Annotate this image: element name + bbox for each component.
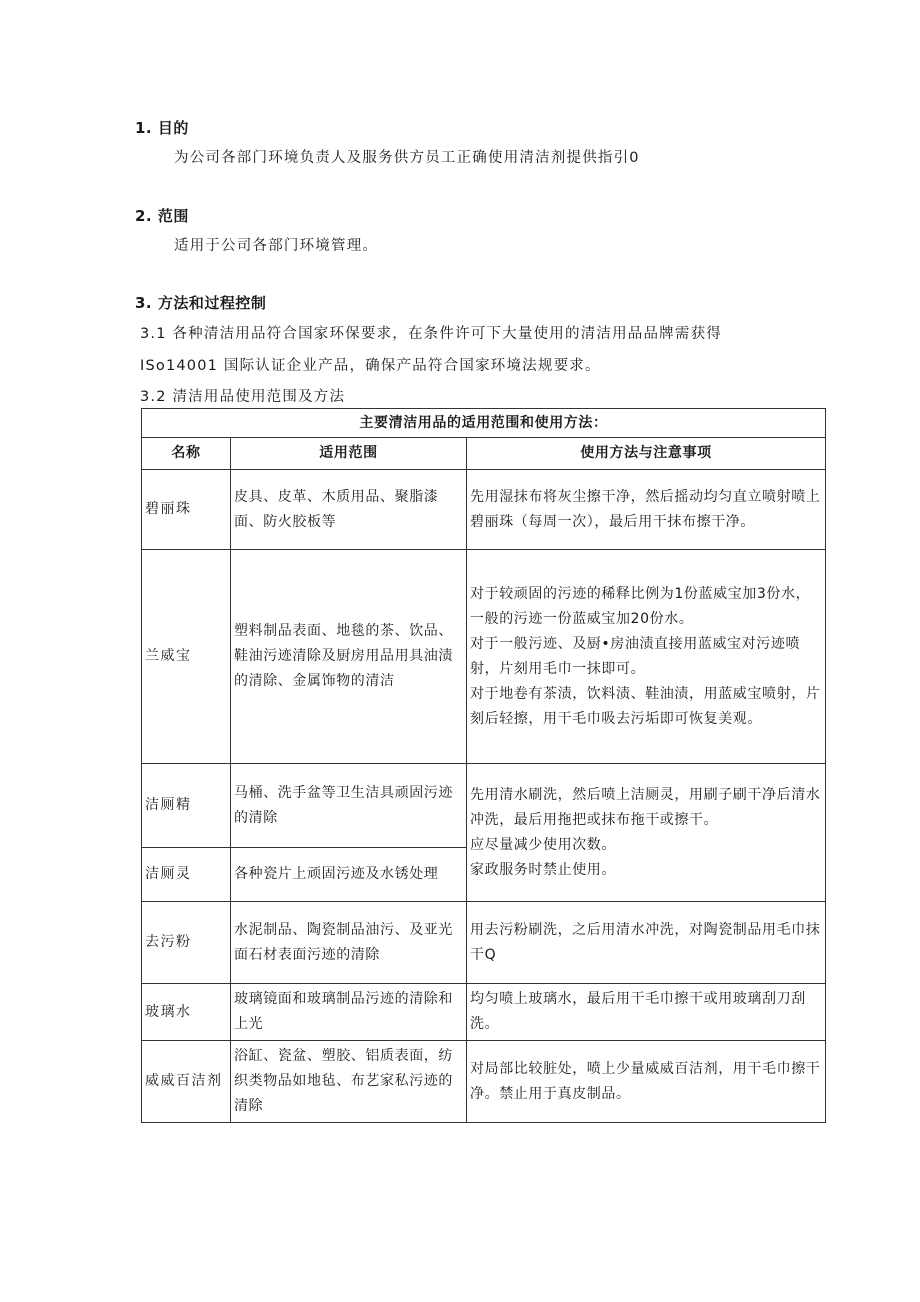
table-row [142,470,826,550]
section-scope-body: 适用于公司各部门环境管理。 [174,238,379,254]
product-usage [467,470,826,550]
product-name: 去污粉 [142,902,231,984]
product-name: 碧丽珠 [142,470,231,550]
section-purpose-title: 1. 目的 [135,119,189,137]
table-header-row [142,438,826,470]
section-method-para1-line2: ISo14001 国际认证企业产品，确保产品符合国家环境法规要求。 [140,358,601,374]
product-name: 威威百洁剂 [142,1041,231,1123]
section-method-para2: 3.2 清洁用品使用范围及方法 [140,389,346,405]
table-caption: 主要清洁用品的适用范围和使用方法： [142,409,826,438]
product-scope: 各种瓷片上顽固污迹及水锈处理 [231,848,467,902]
usage-text: 先用湿抹布将灰尘擦干净，然后摇动均匀直立喷射喷上碧丽珠（每周一次），最后用干抹布擦干净。 [470,488,821,530]
header-name: 名称 [142,438,231,470]
table-caption-row [142,409,826,438]
table-row [142,1041,826,1123]
product-scope: 水泥制品、陶瓷制品油污、及亚光面石材表面污迹的清除 [231,902,467,984]
usage-text: 先用清水刷洗，然后喷上洁厕灵，用刷子刷干净后清水冲洗，最后用拖把或抹布拖干或擦干。 [470,786,821,828]
usage-text: 用去污粉刷洗，之后用清水冲洗，对陶瓷制品用毛巾抹干Q [470,921,821,963]
usage-text: 均匀喷上玻璃水，最后用干毛巾擦干或用玻璃刮刀刮洗。 [470,991,806,1032]
product-scope: 马桶、洗手盆等卫生洁具顽固污迹的清除 [231,764,467,848]
usage-text: 应尽量减少使用次数。 [470,836,616,853]
usage-text: 对于地卷有茶渍，饮料渍、鞋油渍，用蓝威宝喷射，片刻后轻擦，用干毛巾吸去污垢即可恢复美观。 [470,685,821,727]
product-usage [467,550,826,764]
header-usage: 使用方法与注意事项 [467,438,826,470]
product-name: 玻璃水 [142,984,231,1041]
product-scope: 浴缸、瓷盆、塑胶、铝质表面，纺织类物品如地毡、布艺家私污迹的清除 [231,1041,467,1123]
cleaning-products-table [141,408,826,1123]
product-usage [467,764,826,902]
section-method-title: 3. 方法和过程控制 [135,294,267,312]
product-name: 洁厕灵 [142,848,231,902]
section-scope-title: 2. 范围 [135,207,189,225]
product-name: 兰威宝 [142,550,231,764]
section-purpose-body: 为公司各部门环境负责人及服务供方员工正确使用清洁剂提供指引0 [174,150,640,166]
product-usage [467,1041,826,1123]
product-usage [467,902,826,984]
table-row [142,902,826,984]
header-scope: 适用范围 [231,438,467,470]
product-usage [467,984,826,1041]
product-scope: 皮具、皮革、木质用品、聚脂漆面、防火胶板等 [231,470,467,550]
table-row [142,764,826,848]
usage-text: 家政服务时禁止使用。 [470,861,616,878]
section-method-para1-line1: 3.1 各种清洁用品符合国家环保要求，在条件许可下大量使用的清洁用品品牌需获得 [140,326,722,342]
usage-text: 对于较顽固的污迹的稀释比例为1份蓝威宝加3份水，一般的污迹一份蓝威宝加20份水。 [470,585,811,627]
product-name: 洁厕精 [142,764,231,848]
product-scope: 塑料制品表面、地毯的茶、饮品、鞋油污迹清除及厨房用品用具油渍的清除、金属饰物的清洁 [231,550,467,764]
usage-text: 对局部比较脏处，喷上少量威威百洁剂，用干毛巾擦干净。禁止用于真皮制品。 [470,1060,821,1102]
table-row [142,550,826,764]
product-scope: 玻璃镜面和玻璃制品污迹的清除和上光 [231,984,467,1041]
usage-text: 对于一般污迹、及厨•房油渍直接用蓝威宝对污迹喷射，片刻用毛巾一抹即可。 [470,635,801,677]
table-row [142,984,826,1041]
